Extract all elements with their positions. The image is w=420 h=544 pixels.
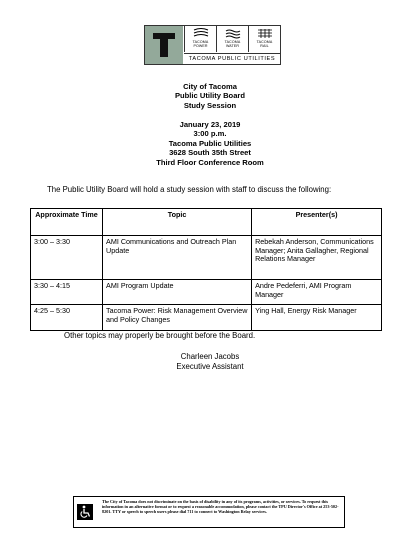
water-icon xyxy=(224,28,242,40)
meeting-venue: Tacoma Public Utilities xyxy=(168,138,252,148)
table-row xyxy=(31,236,382,280)
row-presenter: Andre Pedeferri, AMI Program Manager xyxy=(252,280,382,305)
row-time: 3:00 – 3:30 xyxy=(31,236,103,280)
signer-name: Charleen Jacobs xyxy=(180,352,240,361)
header-presenter: Presenter(s) xyxy=(252,209,382,236)
tacoma-t-logo-icon xyxy=(145,26,183,64)
tacoma-public-utilities-logo xyxy=(144,25,281,65)
header-topic: Topic xyxy=(103,209,252,236)
agenda-table xyxy=(30,208,382,331)
power-icon xyxy=(192,28,210,40)
meeting-time: 3:00 p.m. xyxy=(193,129,227,139)
row-time: 3:30 – 4:15 xyxy=(31,280,103,305)
logo-unit-water: TACOMA WATER xyxy=(216,26,248,52)
intro-text: The Public Utility Board will hold a study session with staff to discuss the following: xyxy=(47,185,332,194)
city-name: City of Tacoma xyxy=(183,82,237,91)
meeting-title-block xyxy=(0,82,420,110)
session-type: Study Session xyxy=(183,100,237,110)
other-topics-note: Other topics may properly be brought before the Board. xyxy=(64,331,256,340)
meeting-address: 3628 South 35th Street xyxy=(169,148,251,158)
accessibility-notice xyxy=(73,496,345,528)
row-time: 4:25 – 5:30 xyxy=(31,305,103,331)
signature-block xyxy=(0,352,420,372)
logo-unit-rail: TACOMA RAIL xyxy=(248,26,280,52)
meeting-room: Third Floor Conference Room xyxy=(156,157,264,167)
meeting-details-block xyxy=(0,120,420,167)
logo-unit-power: TACOMA POWER xyxy=(184,26,216,52)
logo-org-name: TACOMA PUBLIC UTILITIES xyxy=(184,53,280,65)
rail-icon xyxy=(256,28,274,40)
row-presenter: Ying Hall, Energy Risk Manager xyxy=(252,305,382,331)
header-time: Approximate Time xyxy=(31,209,103,236)
row-topic: Tacoma Power: Risk Management Overview and Policy Changes xyxy=(103,305,252,331)
notice-text: The City of Tacoma does not discriminate on the basis of disability in any of its programs, activities, or services. To request this information in an alternative format or to request a reasonable accommodation, please contact the TPU Director's Office at 253-502-8201. TTY or speech to speech users please dial 711 to connect to Washington Relay services. xyxy=(102,499,339,515)
table-row xyxy=(31,305,382,331)
table-header-row xyxy=(31,209,382,236)
board-name: Public Utility Board xyxy=(174,91,246,101)
row-presenter: Rebekah Anderson, Communications Manager; Anita Gallagher, Regional Relations Manager xyxy=(252,236,382,280)
row-topic: AMI Communications and Outreach Plan Update xyxy=(103,236,252,280)
meeting-date: January 23, 2019 xyxy=(179,120,241,129)
row-topic: AMI Program Update xyxy=(103,280,252,305)
wheelchair-icon xyxy=(77,504,93,520)
signer-title: Executive Assistant xyxy=(176,362,244,371)
table-row xyxy=(31,280,382,305)
